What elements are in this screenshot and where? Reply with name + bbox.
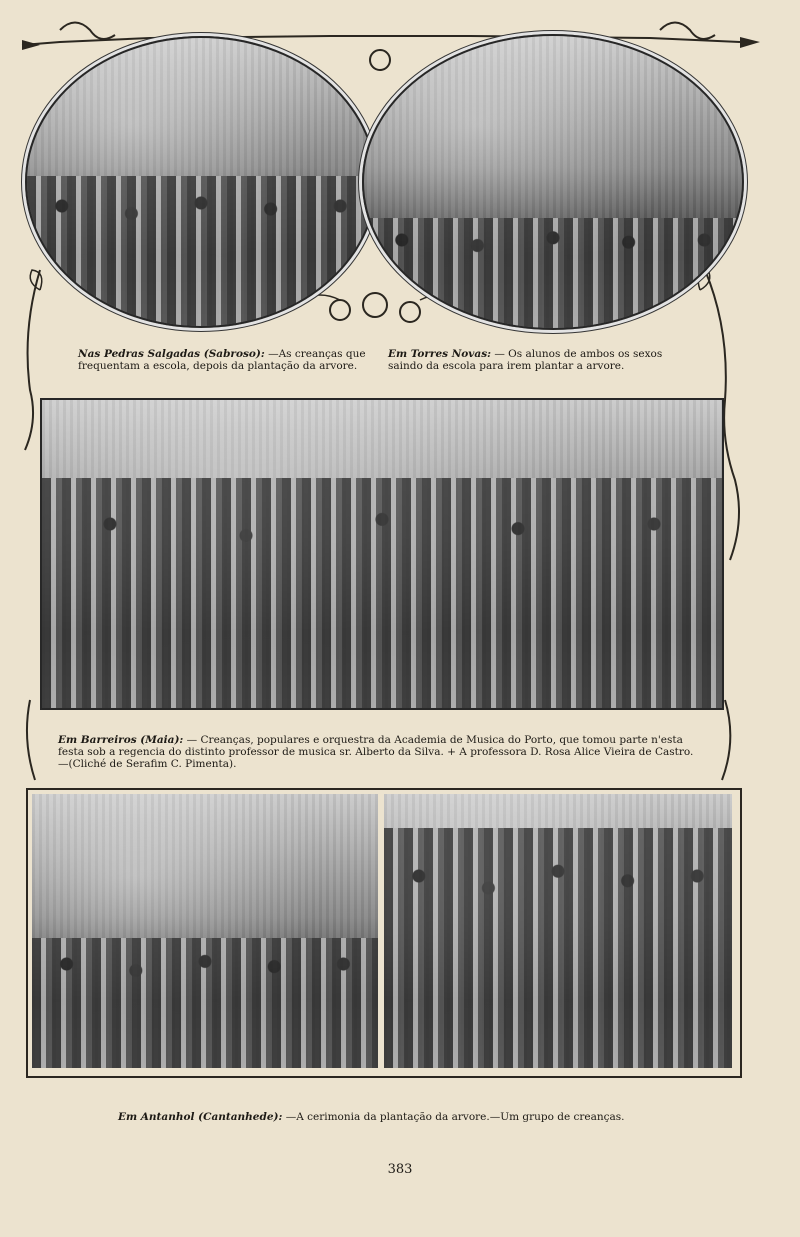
caption-place: Em Antanhol (Cantanhede): xyxy=(118,1111,283,1123)
photo-torres-novas xyxy=(362,34,744,330)
caption-torres-novas xyxy=(388,348,688,372)
caption-pedras-salgadas xyxy=(78,348,378,372)
caption-antanhol xyxy=(118,1111,718,1123)
photo-antanhol-children xyxy=(384,794,732,1068)
photo-antanhol-ceremony xyxy=(32,794,378,1068)
caption-place: Em Barreiros (Maia): xyxy=(58,734,184,746)
caption-place: Nas Pedras Salgadas (Sabroso): xyxy=(78,348,265,360)
photo-pedras-salgadas xyxy=(25,36,377,328)
caption-place: Em Torres Novas: xyxy=(388,348,491,360)
page-number: 383 xyxy=(387,1162,413,1177)
caption-text: —As creanças que frequentam a escola, depois da plantação da arvore. xyxy=(78,348,366,372)
caption-barreiros xyxy=(58,734,700,770)
photo-barreiros xyxy=(40,398,724,710)
caption-text: — Creanças, populares e orquestra da Academia de Musica do Porto, que tomou parte n'esta festa sob a regencia do distinto professor de musica sr. Alberto da Silva. + A professora D. Rosa Alice Vieira de Castro.—(Cliché de Serafim C. Pimenta). xyxy=(58,734,694,770)
caption-text: —A cerimonia da plantação da arvore.—Um grupo de creanças. xyxy=(285,1111,625,1123)
caption-text: — Os alunos de ambos os sexos saindo da escola para irem plantar a arvore. xyxy=(388,348,663,372)
